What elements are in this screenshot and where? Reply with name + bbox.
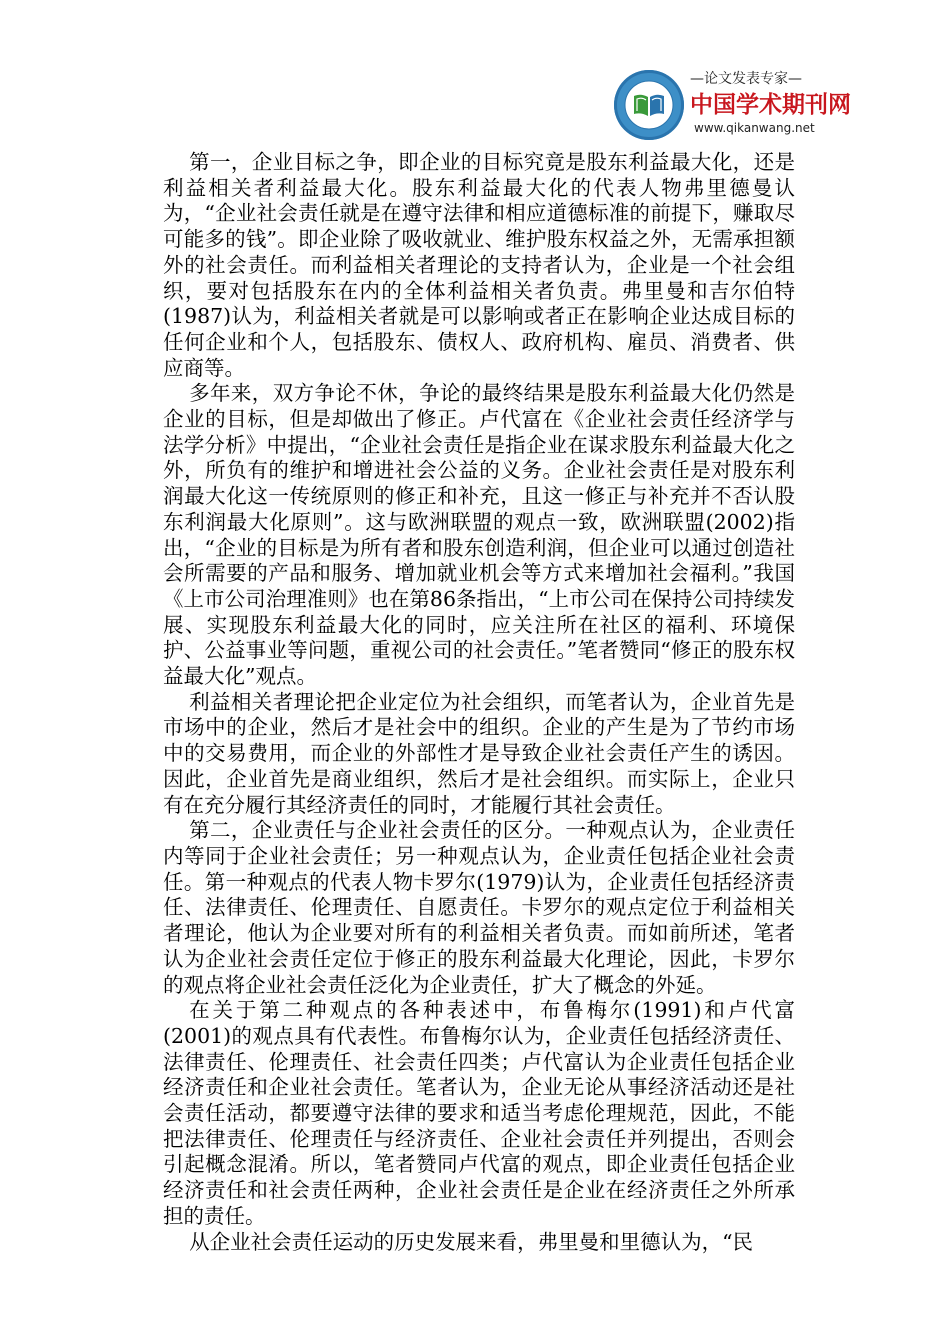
logo-url: www.qikanwang.net (694, 121, 815, 135)
paragraph: 第一，企业目标之争，即企业的目标究竟是股东利益最大化，还是利益相关者利益最大化。股东利益最大化的代表人物弗里德曼认为，“企业社会责任就是在遵守法律和相应道德标准的前提下，赚取尽可能多的钱”。即企业除了吸收就业、维护股东权益之外，无需承担额外的社会责任。而利益相关者理论的支持者认为，企业是一个社会组织，要对包括股东在内的全体利益相关者负责。弗里曼和吉尔伯特(1987)认为，利益相关者就是可以影响或者正在影响企业达成目标的任何企业和个人，包括股东、债权人、政府机构、雇员、消费者、供应商等。 (163, 150, 795, 380)
open-book-icon (614, 70, 684, 140)
logo-tagline: —论文发表专家— (690, 71, 802, 87)
site-logo (614, 66, 851, 146)
paragraph: 在关于第二种观点的各种表述中，布鲁梅尔(1991)和卢代富(2001)的观点具有代表性。布鲁梅尔认为，企业责任包括经济责任、法律责任、伦理责任、社会责任四类；卢代富认为企业责任包括企业经济责任和企业社会责任。笔者认为，企业无论从事经济活动还是社会责任活动，都要遵守法律的要求和适当考虑伦理规范，因此，不能把法律责任、伦理责任与经济责任、企业社会责任并列提出，否则会引起概念混淆。所以，笔者赞同卢代富的观点，即企业责任包括企业经济责任和社会责任两种，企业社会责任是企业在经济责任之外所承担的责任。 (163, 998, 795, 1228)
paragraph: 多年来，双方争论不休，争论的最终结果是股东利益最大化仍然是企业的目标，但是却做出了修正。卢代富在《企业社会责任经济学与法学分析》中提出，“企业社会责任是指企业在谋求股东利益最大化之外，所负有的维护和增进社会公益的义务。企业社会责任是对股东利润最大化这一传统原则的修正和补充，且这一修正与补充并不否认股东利润最大化原则”。这与欧洲联盟的观点一致，欧洲联盟(2002)指出，“企业的目标是为所有者和股东创造利润，但企业可以通过创造社会所需要的产品和服务、增加就业机会等方式来增加社会福利。”我国《上市公司治理准则》也在第86条指出，“上市公司在保持公司持续发展、实现股东利益最大化的同时，应关注所在社区的福利、环境保护、公益事业等问题，重视公司的社会责任。”笔者赞同“修正的股东权益最大化”观点。 (163, 381, 795, 689)
logo-name: 中国学术期刊网 (690, 92, 851, 118)
article-body (163, 150, 795, 1255)
paragraph: 第二，企业责任与企业社会责任的区分。一种观点认为，企业责任内等同于企业社会责任；另一种观点认为，企业责任包括企业社会责任。第一种观点的代表人物卡罗尔(1979)认为，企业责任包括经济责任、法律责任、伦理责任、自愿责任。卡罗尔的观点定位于利益相关者理论，他认为企业要对所有的利益相关者负责。而如前所述，笔者认为企业社会责任定位于修正的股东利益最大化理论，因此，卡罗尔的观点将企业社会责任泛化为企业责任，扩大了概念的外延。 (163, 818, 795, 997)
paragraph: 从企业社会责任运动的历史发展来看，弗里曼和里德认为，“民 (189, 1229, 754, 1254)
seal-emblem (614, 70, 684, 140)
paragraph: 利益相关者理论把企业定位为社会组织，而笔者认为，企业首先是市场中的企业，然后才是社会中的组织。企业的产生是为了节约市场中的交易费用，而企业的外部性才是导致企业社会责任产生的诱因。因此，企业首先是商业组织，然后才是社会组织。而实际上，企业只有在充分履行其经济责任的同时，才能履行其社会责任。 (163, 689, 795, 817)
